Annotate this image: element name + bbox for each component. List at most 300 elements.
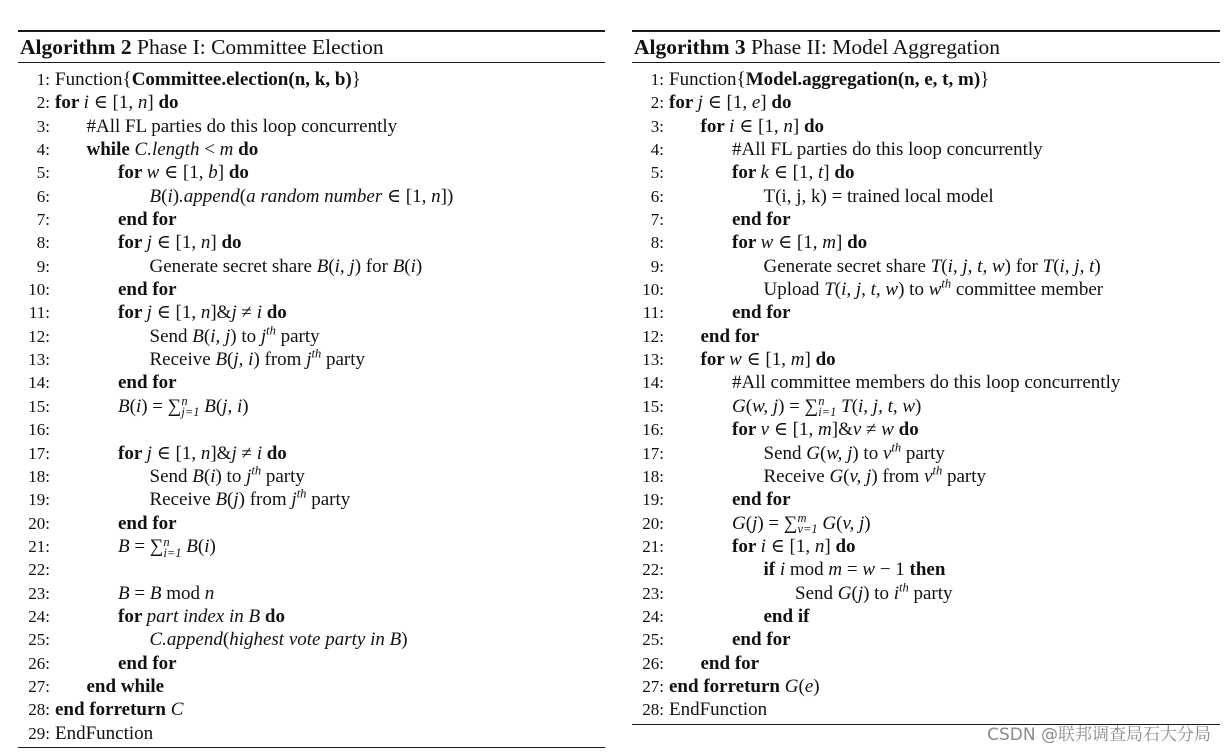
- line-number: 29:: [28, 723, 50, 743]
- math-var: B: [192, 465, 204, 487]
- code-text: [701, 325, 760, 348]
- math-var: n: [200, 442, 211, 464]
- line-number: 21:: [28, 536, 50, 556]
- line-number: 21:: [642, 536, 664, 556]
- keyword: end for: [118, 279, 177, 301]
- algorithm-body: [18, 63, 605, 745]
- code-text: [701, 115, 825, 138]
- line-number: 27:: [28, 676, 50, 696]
- math-var: n: [783, 115, 793, 137]
- keyword: do: [834, 162, 855, 184]
- code-line: [632, 348, 1220, 371]
- line-number: 13:: [642, 350, 664, 370]
- keyword: do: [266, 442, 287, 464]
- math-var: j: [231, 442, 237, 464]
- line-number: 26:: [28, 653, 50, 673]
- line-number: 8:: [36, 233, 50, 253]
- text: ]): [440, 185, 454, 207]
- math-var: i: [729, 115, 735, 137]
- sum-upper-limit: n: [181, 394, 188, 409]
- code-line: [632, 395, 1220, 418]
- math-var: j: [146, 302, 152, 324]
- code-text: [701, 652, 760, 675]
- code-line: [632, 185, 1220, 208]
- code-line: [632, 465, 1220, 488]
- superscript: th: [898, 580, 909, 595]
- keyword: do: [898, 419, 919, 441]
- text: Generate secret share: [149, 255, 317, 277]
- code-line: [18, 371, 605, 394]
- code-text: [732, 371, 1120, 394]
- watermark: CSDN @联邦调查局石大分局: [987, 725, 1211, 745]
- line-number: 23:: [642, 583, 664, 603]
- sum-upper-limit: m: [797, 511, 807, 526]
- math-var: G: [784, 675, 799, 697]
- keyword: for: [732, 162, 761, 184]
- math-var: T: [930, 255, 942, 277]
- line-number: 26:: [642, 653, 664, 673]
- code-text: [795, 582, 953, 605]
- superscript: th: [266, 323, 276, 338]
- code-text: [55, 698, 183, 721]
- code-line: [632, 371, 1220, 394]
- code-line: [18, 348, 605, 371]
- text: Receive: [149, 349, 216, 371]
- code-text: [669, 698, 767, 721]
- code-line: [18, 301, 605, 324]
- code-text: [764, 185, 994, 208]
- keyword: then: [909, 559, 946, 581]
- keyword: for: [118, 302, 147, 324]
- text: ): [1094, 255, 1101, 277]
- text: ]&: [210, 442, 232, 464]
- code-line: [18, 628, 605, 651]
- math-var: T: [841, 395, 852, 417]
- math-var: b: [208, 162, 218, 184]
- code-text: [55, 722, 153, 745]
- line-number: 20:: [28, 513, 50, 533]
- keyword: do: [835, 535, 856, 557]
- keyword: do: [803, 115, 825, 137]
- line-number: 3:: [650, 116, 664, 136]
- code-line: [632, 161, 1220, 184]
- code-line: [632, 208, 1220, 231]
- code-text: [669, 675, 820, 698]
- code-line: [18, 418, 605, 441]
- keyword: end for: [669, 675, 728, 697]
- code-text: [118, 395, 249, 419]
- text: (: [745, 512, 753, 534]
- code-line: [18, 161, 605, 184]
- keyword: end for: [118, 652, 177, 674]
- text: Generate secret share: [763, 255, 931, 277]
- text: ) to: [863, 582, 894, 604]
- code-text: [732, 301, 791, 324]
- math-var: t: [818, 162, 824, 184]
- text: ∈ [1,: [159, 162, 209, 184]
- code-line: [18, 325, 605, 348]
- text: ∈ [1,: [702, 92, 752, 114]
- line-number: 12:: [28, 326, 50, 346]
- algorithm-title: Phase II: Model Aggregation: [751, 35, 1001, 59]
- math-var: part index in B: [146, 605, 261, 627]
- line-number: 2:: [650, 93, 664, 113]
- code-line: [18, 208, 605, 231]
- code-text: [764, 442, 945, 465]
- code-line: [632, 698, 1220, 721]
- text: ]: [760, 92, 772, 114]
- line-number: 28:: [642, 700, 664, 720]
- code-text: [764, 465, 987, 488]
- text: (: [836, 512, 843, 534]
- math-var: i, j: [334, 255, 355, 277]
- keyword: do: [264, 605, 285, 627]
- math-var: i: [204, 535, 210, 557]
- algorithm-heading: [18, 30, 605, 63]
- code-line: [632, 442, 1220, 465]
- code-line: [18, 698, 605, 721]
- code-line: [18, 185, 605, 208]
- code-line: [632, 512, 1220, 535]
- algorithm-heading: [632, 30, 1220, 63]
- math-var: w: [862, 559, 876, 581]
- code-text: [732, 535, 856, 558]
- text: (: [129, 395, 136, 417]
- code-line: [18, 91, 605, 114]
- algorithm-label: Algorithm 3: [634, 35, 746, 59]
- math-var: B: [118, 582, 130, 604]
- math-var: B: [215, 349, 228, 371]
- math-var: i: [210, 465, 216, 487]
- line-number: 25:: [642, 630, 664, 650]
- math-var: j: [697, 92, 703, 114]
- text: ]: [824, 535, 836, 557]
- code-line: [18, 605, 605, 628]
- code-text: [118, 278, 177, 301]
- code-line: [18, 231, 605, 254]
- text: ) to: [898, 279, 929, 301]
- line-number: 14:: [642, 373, 664, 393]
- keyword: do: [158, 92, 179, 114]
- code-text: [55, 91, 179, 114]
- text: (: [851, 395, 859, 417]
- code-text: [732, 512, 871, 536]
- math-var: T: [1042, 255, 1054, 277]
- math-var: G: [732, 512, 746, 534]
- keyword: end for: [118, 512, 177, 534]
- line-number: 5:: [36, 163, 50, 183]
- text: ): [209, 535, 216, 557]
- line-number: 18:: [642, 466, 664, 486]
- code-text: [118, 605, 285, 628]
- code-text: [732, 161, 854, 184]
- text: ) = ∑: [757, 512, 798, 534]
- math-var: v: [852, 419, 862, 441]
- code-text: [118, 442, 287, 465]
- keyword: do: [771, 92, 792, 114]
- code-text: [701, 348, 836, 371]
- text: ): [864, 512, 871, 534]
- line-number: 10:: [28, 280, 50, 300]
- math-var: C.length: [134, 139, 200, 161]
- text: ): [242, 395, 249, 417]
- code-line: [18, 535, 605, 558]
- text: (: [851, 582, 858, 604]
- math-var: G: [822, 512, 837, 534]
- math-var: v, j: [842, 512, 865, 534]
- text: party: [908, 582, 953, 604]
- math-var: B: [215, 489, 228, 511]
- text: (: [404, 255, 411, 277]
- text: ]&: [831, 419, 853, 441]
- text: party: [306, 489, 351, 511]
- text: (: [203, 325, 211, 347]
- keyword: for: [118, 605, 147, 627]
- keyword: for: [732, 535, 761, 557]
- math-var: w: [146, 162, 160, 184]
- line-number: 12:: [642, 326, 664, 346]
- math-var: i: [893, 582, 899, 604]
- code-text: [118, 231, 242, 254]
- math-var: i: [135, 395, 142, 417]
- line-number: 24:: [28, 606, 50, 626]
- math-var: i, j, t, w: [841, 279, 899, 301]
- math-var: B: [149, 582, 162, 604]
- keyword: return: [727, 675, 785, 697]
- math-var: G: [806, 442, 820, 464]
- code-line: [632, 535, 1220, 558]
- line-number: 4:: [650, 140, 664, 160]
- text: Send: [149, 325, 193, 347]
- code-line: [18, 652, 605, 675]
- text: (: [239, 185, 247, 207]
- text: ) from: [253, 349, 307, 371]
- text: ≠: [861, 419, 882, 441]
- text: ∈ [1,: [741, 349, 791, 371]
- code-text: [87, 115, 398, 138]
- code-line: [632, 231, 1220, 254]
- text: =: [842, 559, 863, 581]
- code-text: [150, 325, 320, 348]
- line-number: 27:: [642, 676, 664, 696]
- text: party: [901, 442, 945, 464]
- algorithm-3-block: [632, 30, 1220, 725]
- math-var: m: [790, 349, 805, 371]
- text: ]: [210, 232, 222, 254]
- text: }: [980, 69, 990, 90]
- text: (: [819, 442, 827, 464]
- code-line: [18, 138, 605, 161]
- code-text: [150, 185, 454, 208]
- sum-lower-limit: j=1: [181, 405, 200, 420]
- line-number: 19:: [28, 490, 50, 510]
- keyword: end while: [86, 675, 165, 697]
- text: #All FL parties do this loop concurrently: [732, 139, 1043, 161]
- math-var: v: [882, 442, 892, 464]
- keyword: end for: [118, 209, 177, 231]
- keyword: for: [669, 92, 698, 114]
- text: party: [261, 465, 305, 487]
- code-text: [118, 535, 216, 559]
- keyword: end for: [732, 302, 791, 324]
- code-text: [764, 605, 810, 628]
- math-var: e: [804, 675, 814, 697]
- line-number: 19:: [642, 490, 664, 510]
- code-line: [632, 301, 1220, 324]
- line-number: 1:: [650, 70, 664, 89]
- code-text: [118, 301, 287, 324]
- math-var: e: [751, 92, 761, 114]
- text: ∈ [1,: [151, 232, 201, 254]
- superscript: th: [296, 486, 307, 501]
- text: ]: [217, 162, 229, 184]
- code-text: [732, 418, 919, 441]
- text: (: [222, 629, 230, 651]
- math-var: n: [431, 185, 441, 207]
- math-var: B: [316, 255, 329, 277]
- line-number: 16:: [28, 420, 50, 440]
- math-var: B: [392, 255, 405, 277]
- sum-limits: [163, 534, 182, 560]
- text: ∈ [1,: [88, 92, 138, 114]
- code-text: [732, 208, 791, 231]
- code-text: [55, 68, 361, 91]
- text: ) = ∑: [141, 395, 182, 417]
- math-var: i: [760, 535, 766, 557]
- math-var: k: [760, 162, 770, 184]
- math-var: j: [291, 489, 297, 511]
- keyword: for: [732, 419, 761, 441]
- text: Receive: [763, 465, 830, 487]
- text: (: [215, 395, 223, 417]
- math-var: j: [752, 512, 758, 534]
- text: Send: [149, 465, 193, 487]
- keyword: do: [815, 349, 836, 371]
- text: ): [415, 255, 423, 277]
- line-number: 13:: [28, 350, 50, 370]
- text: (: [1053, 255, 1060, 277]
- math-var: w, j: [752, 395, 779, 417]
- algorithm-body: [632, 63, 1220, 722]
- math-var: j: [260, 325, 267, 347]
- code-text: [87, 675, 165, 698]
- text: <: [199, 139, 220, 161]
- line-number: 7:: [650, 210, 664, 230]
- line-number: 1:: [36, 70, 50, 89]
- line-number: 22:: [642, 560, 664, 580]
- text: ]: [792, 115, 804, 137]
- text: ∈ [1,: [773, 232, 823, 254]
- code-line: [632, 115, 1220, 138]
- text: party: [275, 325, 320, 347]
- text: Function{: [55, 69, 132, 90]
- math-var: i, j, t, w: [947, 255, 1005, 277]
- line-number: 3:: [36, 116, 50, 136]
- line-number: 15:: [642, 396, 664, 416]
- algorithm-2-block: [18, 30, 605, 748]
- math-var: n: [137, 92, 148, 114]
- math-var: j: [146, 442, 152, 464]
- line-number: 17:: [28, 443, 50, 463]
- keyword: return: [113, 699, 171, 721]
- text: (: [328, 255, 335, 277]
- algorithm-title: Phase I: Committee Election: [137, 35, 384, 59]
- code-text: [118, 371, 177, 394]
- math-var: i: [167, 185, 173, 207]
- keyword: for: [700, 115, 730, 137]
- keyword: end for: [700, 652, 760, 674]
- math-var: C.append: [149, 629, 223, 651]
- code-line: [632, 91, 1220, 114]
- math-var: j: [146, 232, 152, 254]
- code-line: [18, 488, 605, 511]
- algorithm-bottom-rule: [18, 747, 605, 748]
- math-var: i: [779, 559, 786, 581]
- text: (: [745, 395, 753, 417]
- math-var: i: [83, 92, 89, 114]
- line-number: 8:: [650, 233, 664, 253]
- math-var: G: [829, 465, 844, 487]
- math-var: v: [924, 465, 933, 487]
- math-var: B: [204, 395, 216, 417]
- math-var: v, j: [849, 465, 872, 487]
- math-var: G: [837, 582, 852, 604]
- math-var: m: [828, 559, 843, 581]
- text: Receive: [149, 489, 216, 511]
- line-number: 6:: [36, 186, 50, 206]
- keyword: for: [55, 92, 84, 114]
- math-var: j: [233, 489, 239, 511]
- algorithm-label: Algorithm 2: [20, 35, 132, 59]
- code-text: [150, 255, 423, 278]
- text: ∈ [1,: [765, 535, 815, 557]
- line-number: 25:: [28, 630, 50, 650]
- line-number: 7:: [36, 210, 50, 230]
- text: (: [203, 465, 211, 487]
- text: = ∑: [129, 535, 164, 557]
- math-var: m: [822, 232, 836, 254]
- line-number: 11:: [28, 303, 50, 323]
- code-text: [150, 465, 305, 488]
- line-number: 23:: [28, 583, 50, 603]
- text: ): [401, 629, 408, 651]
- line-number: 2:: [36, 93, 50, 113]
- math-var: w: [881, 419, 894, 441]
- math-var: w: [760, 232, 774, 254]
- text: =: [129, 582, 150, 604]
- math-var: B: [118, 535, 130, 557]
- code-text: [118, 208, 177, 231]
- code-text: [732, 395, 921, 419]
- code-line: [632, 628, 1220, 651]
- text: ) for: [1004, 255, 1043, 277]
- sum-limits: [818, 396, 836, 418]
- code-text: [150, 348, 366, 371]
- text: ]: [147, 92, 159, 114]
- text: committee member: [951, 279, 1104, 301]
- keyword: end for: [118, 372, 177, 394]
- math-var: m: [818, 419, 832, 441]
- code-line: [18, 278, 605, 301]
- math-var: i, j: [210, 325, 231, 347]
- code-text: [150, 488, 351, 511]
- code-text: [732, 231, 867, 254]
- line-number: 15:: [28, 396, 50, 416]
- line-number: 24:: [642, 606, 664, 626]
- math-var: G: [732, 395, 746, 417]
- superscript: th: [251, 463, 262, 478]
- keyword: end for: [700, 325, 760, 347]
